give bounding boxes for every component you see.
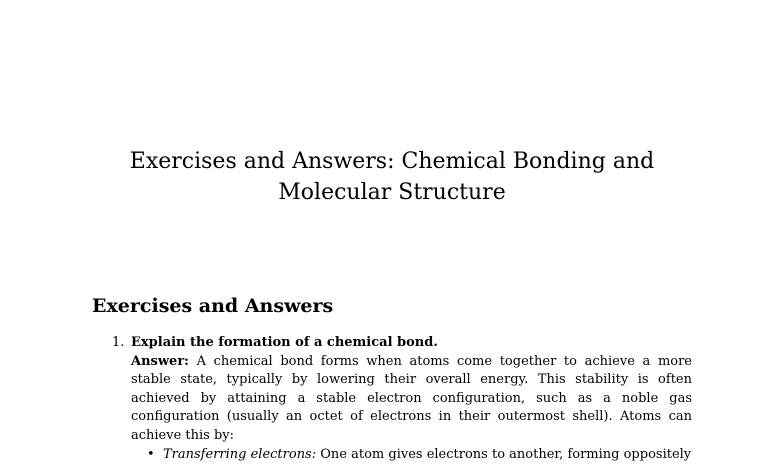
exercise-number: 1. [112,335,125,350]
bullet-dot-icon: • [147,446,155,462]
document-title: Exercises and Answers: Chemical Bonding and Molecular Structure [129,149,655,205]
answer-bullet-item [131,446,692,464]
exercise-question: Explain the formation of a chemical bond. [131,335,438,350]
answer-paragraph [131,353,692,446]
exercise-body [131,334,692,464]
answer-text: A chemical bond forms when atoms come together to achieve a more stable state, typically by lowering their overall energy. This stability is often achieved by attaining a stable electron configuration, such as a noble gas configuration (usually an octet of electrons in their outermost shell). Atoms can achieve this by: [131,353,693,443]
answer-label: Answer: [131,353,189,369]
section-heading: Exercises and Answers [92,295,334,317]
bullet-term: Transferring electrons: [163,446,317,462]
answer-bullet-list [131,446,692,464]
exercise-item [92,334,692,464]
bullet-text: One atom gives electrons to another, forming oppositely [320,446,692,462]
